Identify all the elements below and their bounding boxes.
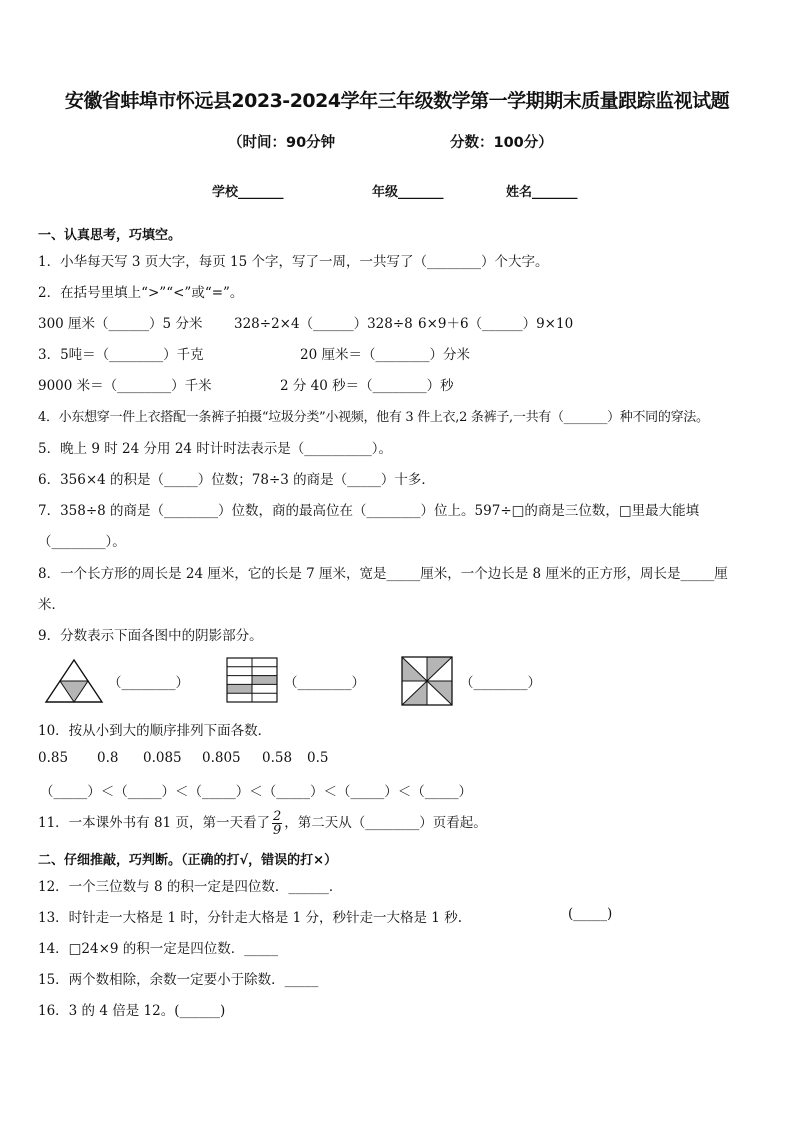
question-3a: 3．5吨＝（________）千克 (38, 347, 204, 363)
q11-text-start: 11．一本课外书有 81 页，第一天看了 (38, 815, 270, 831)
exam-score: 分数：100分） (450, 135, 553, 151)
figure-3-answer[interactable]: （________） (460, 675, 541, 691)
q10-number: 0.5 (307, 750, 329, 766)
question-2a: 300 厘米（______）5 分米 (38, 316, 203, 332)
q10-number: 0.85 (38, 750, 69, 766)
question-12: 12．一个三位数与 8 的积一定是四位数．______． (38, 879, 343, 895)
question-8: 8．一个长方形的周长是 24 厘米，它的长是 7 厘米，宽是_____厘米，一个边长是 8 厘米的正方形，周长是_____厘 (38, 566, 728, 582)
question-13: 13．时针走一大格是 1 时，分针走大格是 1 分，秒针走一大格是 1 秒. (38, 910, 462, 926)
question-4: 4．小东想穿一件上衣搭配一条裤子拍摄“垃圾分类”小视频，他有 3 件上衣,2 条裤子,一共有（_______）种不同的穿法。 (38, 410, 709, 425)
question-15: 15．两个数相除，余数一定要小于除数．_____ (38, 972, 319, 988)
q10-number: 0.805 (202, 750, 241, 766)
figure-2-answer[interactable]: （________） (284, 675, 365, 691)
question-11 (38, 810, 487, 837)
question-10: 10．按从小到大的顺序排列下面各数． (38, 723, 272, 739)
q10-number: 0.58 (262, 750, 293, 766)
exam-time: （时间：90分钟 (228, 135, 336, 151)
q11-text-end: ，第二天从（________）页看起。 (284, 815, 487, 831)
name-field[interactable]: 姓名_______ (506, 185, 578, 200)
section-2-heading: 二、仔细推敲，巧判断。（正确的打√，错误的打×） (38, 853, 338, 868)
school-field[interactable]: 学校_______ (212, 185, 284, 200)
fraction-numerator: 2 (272, 809, 282, 824)
fraction-denominator: 9 (272, 823, 282, 838)
grid-rectangle-figure (226, 657, 278, 703)
triangle-figure (44, 658, 104, 704)
question-2c: 6×9＋6（______）9×10 (418, 316, 574, 332)
q10-answer-order[interactable]: （_____）＜（_____）＜（_____）＜（_____）＜（_____）＜（_____） (40, 784, 472, 800)
figure-1-answer[interactable]: （________） (108, 675, 189, 691)
question-5: 5．晚上 9 时 24 分用 24 时计时法表示是（__________）。 (38, 441, 393, 457)
question-6: 6．356×4 的积是（_____）位数；78÷3 的商是（_____）十多． (38, 472, 435, 488)
q10-number: 0.085 (143, 750, 182, 766)
question-1: 1．小华每天写 3 页大字，每页 15 个字，写了一周，一共写了（________）个大字。 (38, 254, 549, 270)
question-2b: 328÷2×4（______）328÷8 (234, 316, 413, 332)
question-7: 7．358÷8 的商是（________）位数，商的最高位在（________）位上。597÷□的商是三位数，□里最大能填 (38, 503, 700, 519)
question-16: 16．3 的 4 倍是 12。(______) (38, 1003, 226, 1019)
q13-answer[interactable]: (_____) (568, 906, 613, 922)
question-3b: 20 厘米＝（________）分米 (300, 347, 470, 363)
section-1-heading: 一、认真思考，巧填空。 (38, 228, 182, 243)
square-figure (400, 655, 454, 707)
question-2: 2．在括号里填上“>”“<”或“=”。 (38, 285, 244, 301)
question-8-continued: 米． (38, 597, 65, 613)
fraction-two-ninths (272, 810, 282, 837)
page-title: 安徽省蚌埠市怀远县2023-2024学年三年级数学第一学期期末质量跟踪监视试题 (64, 90, 730, 112)
question-3c: 9000 米＝（________）千米 (38, 378, 212, 394)
q10-number: 0.8 (97, 750, 119, 766)
question-3d: 2 分 40 秒＝（________）秒 (280, 378, 454, 394)
question-7-continued: （________）。 (38, 534, 126, 550)
grade-field[interactable]: 年级_______ (372, 185, 444, 200)
question-14: 14．□24×9 的积一定是四位数．_____ (38, 941, 279, 957)
question-9: 9．分数表示下面各图中的阴影部分。 (38, 628, 263, 644)
